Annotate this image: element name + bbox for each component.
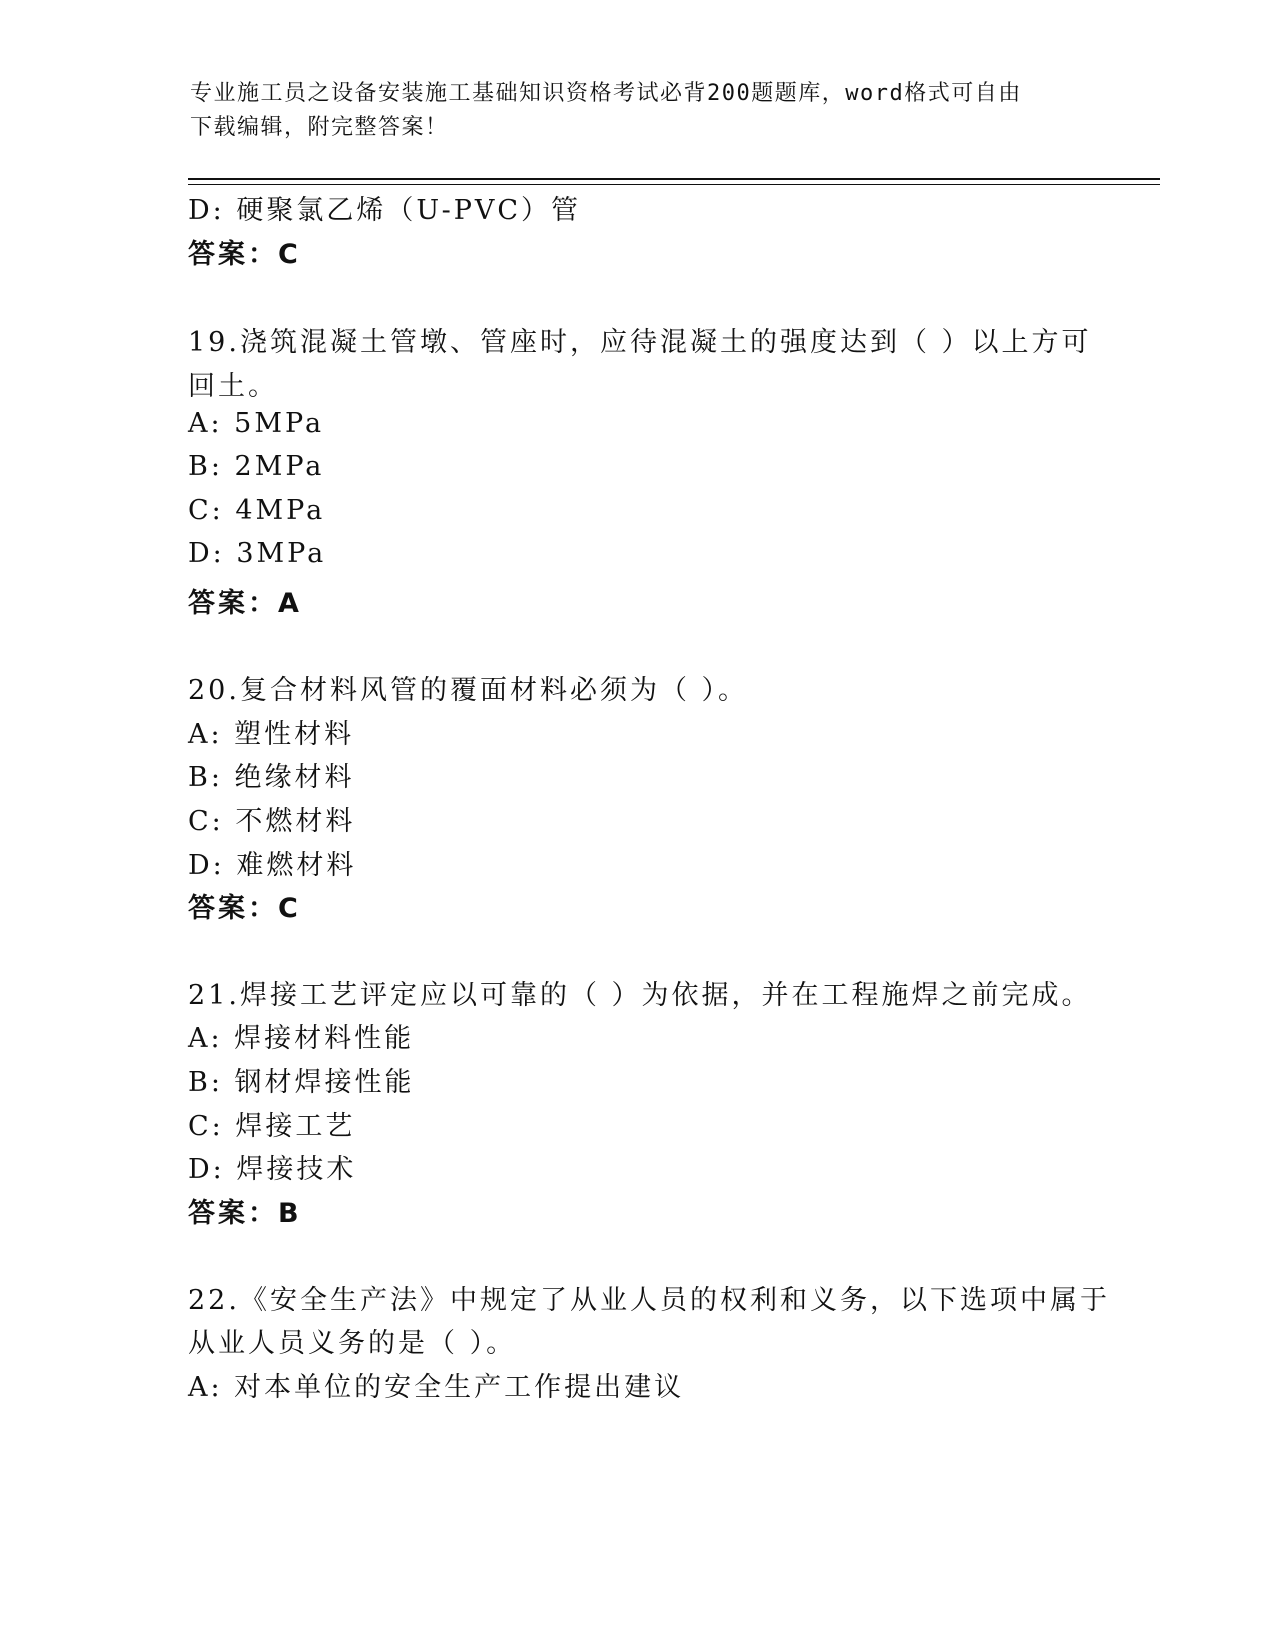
q20-option-a: A: 塑性材料 <box>188 719 355 750</box>
q19-answer: 答案：A <box>188 588 302 619</box>
q22-option-a: A: 对本单位的安全生产工作提出建议 <box>188 1372 685 1403</box>
q20-option-b: B: 绝缘材料 <box>188 762 355 793</box>
q19-stem-line-2: 回土。 <box>188 371 278 402</box>
q18-answer: 答案：C <box>188 239 301 270</box>
q18-option-d: D: 硬聚氯乙烯（U-PVC）管 <box>188 195 582 226</box>
q22-stem-line-1: 22.《安全生产法》中规定了从业人员的权利和义务，以下选项中属于 <box>188 1285 1110 1316</box>
q21-option-b: B: 钢材焊接性能 <box>188 1067 415 1098</box>
q20-stem-line-1: 20.复合材料风管的覆面材料必须为（ ）。 <box>188 675 749 706</box>
q21-option-d: D: 焊接技术 <box>188 1154 357 1185</box>
q19-option-d: D: 3MPa <box>188 538 327 569</box>
q21-stem-line-1: 21.焊接工艺评定应以可靠的（ ）为依据，并在工程施焊之前完成。 <box>188 980 1092 1011</box>
q19-stem-line-1: 19.浇筑混凝土管墩、管座时，应待混凝土的强度达到（ ）以上方可 <box>188 327 1092 358</box>
header-divider-thin <box>188 184 1160 185</box>
q21-option-a: A: 焊接材料性能 <box>188 1023 415 1054</box>
header-divider-thick <box>188 178 1160 180</box>
q20-option-d: D: 难燃材料 <box>188 850 357 881</box>
document-header-line-1: 专业施工员之设备安装施工基础知识资格考试必背200题题库，word格式可自由 <box>190 81 1022 106</box>
q19-option-b: B: 2MPa <box>188 451 325 482</box>
document-header-line-2: 下载编辑，附完整答案！ <box>190 115 449 140</box>
q19-option-c: C: 4MPa <box>188 495 326 526</box>
q19-option-a: A: 5MPa <box>188 408 325 439</box>
q22-stem-line-2: 从业人员义务的是（ ）。 <box>188 1328 517 1359</box>
q21-answer: 答案：B <box>188 1198 302 1229</box>
q21-option-c: C: 焊接工艺 <box>188 1111 356 1142</box>
q20-option-c: C: 不燃材料 <box>188 806 356 837</box>
q20-answer: 答案：C <box>188 893 301 924</box>
